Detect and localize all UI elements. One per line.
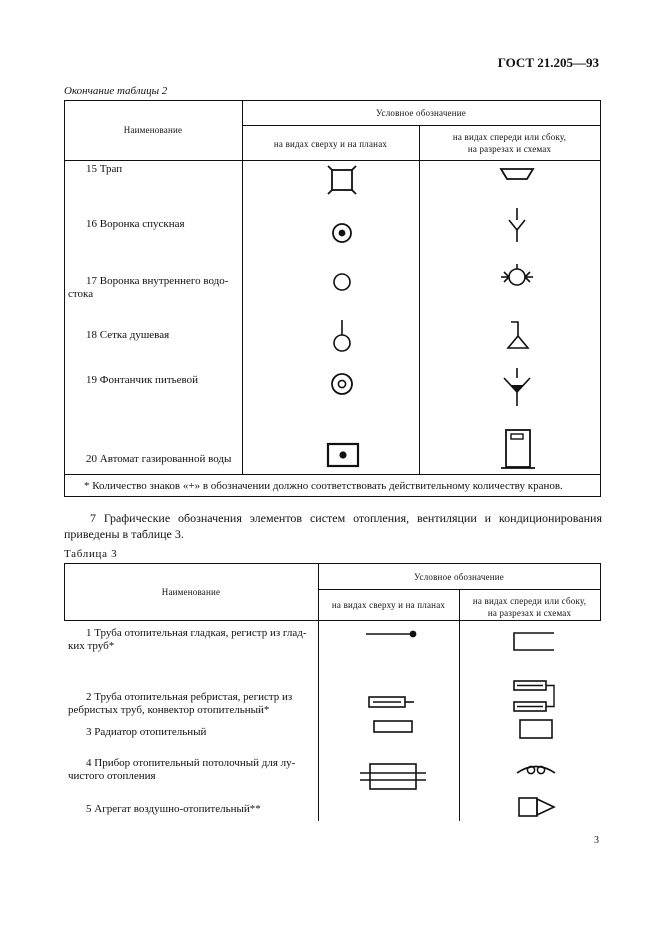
table2-col-side-line2: на разрезах и схемах [467, 144, 552, 154]
shower-screen-side-symbol [505, 320, 531, 350]
table3-row-3-label: 3 Радиатор отопительный [86, 726, 207, 738]
table3-col-divider-2 [459, 589, 460, 821]
table2-header-bottom [64, 160, 601, 161]
paragraph-7: 7 Графические обозначения элементов систем отопления, вентиляции и кондиционирования приведены в таблице 3. [64, 511, 602, 541]
table2-col-side [419, 131, 600, 155]
ceiling-radiant-heater-plan-symbol [358, 761, 428, 793]
trap-side-symbol [499, 166, 535, 182]
table3-row-1-label-line2: ких труб* [68, 640, 115, 652]
table2-bottom-border [64, 496, 601, 497]
table2-footnote: * Количество знаков «+» в обозначении должно соответствовать действительному количеству кранов. [84, 480, 563, 492]
table3-col-side-line1: на видах спереди или сбоку, [472, 596, 587, 606]
drinking-fountain-plan-symbol [329, 371, 355, 397]
table3-row-4-label-line1: 4 Прибор отопительный потолочный для лу- [86, 757, 296, 769]
trap-plan-symbol [327, 165, 357, 195]
air-heating-unit-side-symbol [517, 795, 557, 819]
table2-row-18-label: 18 Сетка душевая [86, 329, 170, 341]
table2-col-plan: на видах сверху и на планах [273, 139, 388, 149]
radiator-plan-symbol [372, 719, 414, 735]
internal-drain-funnel-plan-symbol [332, 272, 352, 292]
finned-pipe-plan-symbol [364, 694, 416, 710]
table2-row-16-label: 16 Воронка спускная [86, 218, 185, 230]
table3-row-4-label-line2: чистого отопления [68, 770, 156, 782]
document-code: ГОСТ 21.205—93 [497, 55, 599, 70]
table3-col-side [459, 595, 600, 619]
table2-row-17-label-line2: стока [68, 288, 94, 300]
table3-right-border [600, 563, 601, 620]
table3-col-symbol: Условное обозначение [414, 572, 504, 582]
table2-row-19-label: 19 Фонтанчик питьевой [86, 374, 199, 386]
table2-row-15-label: 15 Трап [86, 163, 123, 175]
table3-col-plan: на видах сверху и на планах [331, 600, 446, 610]
table2-col-name: Наименование [123, 125, 183, 135]
internal-drain-funnel-side-symbol [499, 262, 535, 292]
smooth-pipe-side-symbol [512, 631, 556, 653]
table3-row-2-label [68, 691, 316, 717]
table2-body-bottom [64, 474, 601, 475]
table2-right-border [600, 100, 601, 496]
table3-row-2-label-line2: ребристых труб, конвектор отопительный* [68, 704, 270, 716]
table3-caption: Таблица 3 [64, 548, 118, 560]
table3-header-bottom [64, 620, 601, 621]
table3-top-border [64, 563, 601, 564]
table2-caption: Окончание таблицы 2 [64, 85, 168, 97]
table2-col-side-line1: на видах спереди или сбоку, [452, 132, 567, 142]
table2-top-border [64, 100, 601, 101]
table2-header-divider [242, 125, 601, 126]
table3-row-2-label-line1: 2 Труба отопительная ребристая, регистр из [86, 691, 293, 703]
table3-row-1-label-line1: 1 Труба отопительная гладкая, регистр из глад- [86, 627, 307, 639]
table3-row-5-label: 5 Агрегат воздушно-отопительный** [86, 803, 261, 815]
table3-row-1-label [68, 627, 316, 653]
table2-row-20-label: 20 Автомат газированной воды [86, 453, 232, 465]
table2-left-border [64, 100, 65, 496]
table2-col-divider-1 [242, 100, 243, 474]
page-number: 3 [594, 835, 599, 846]
table3-col-side-line2: на разрезах и схемах [487, 608, 572, 618]
soda-machine-side-symbol [500, 428, 536, 472]
drain-funnel-side-symbol [506, 206, 528, 244]
shower-screen-plan-symbol [331, 318, 353, 354]
table3-col-name: Наименование [161, 587, 221, 597]
table2-row-17-label-line1: 17 Воронка внутреннего водо- [86, 275, 229, 287]
ceiling-radiant-heater-side-symbol [514, 760, 558, 778]
drinking-fountain-side-symbol [501, 366, 533, 408]
drain-funnel-plan-symbol [330, 221, 354, 245]
table3-row-4-label [68, 757, 316, 783]
table2-col-symbol: Условное обозначение [376, 108, 466, 118]
soda-machine-plan-symbol [326, 441, 360, 469]
radiator-side-symbol [518, 718, 554, 740]
table2-col-divider-2 [419, 125, 420, 474]
smooth-pipe-plan-symbol [365, 628, 419, 640]
finned-pipe-side-symbol [511, 678, 557, 714]
table2-row-17-label [68, 275, 240, 301]
